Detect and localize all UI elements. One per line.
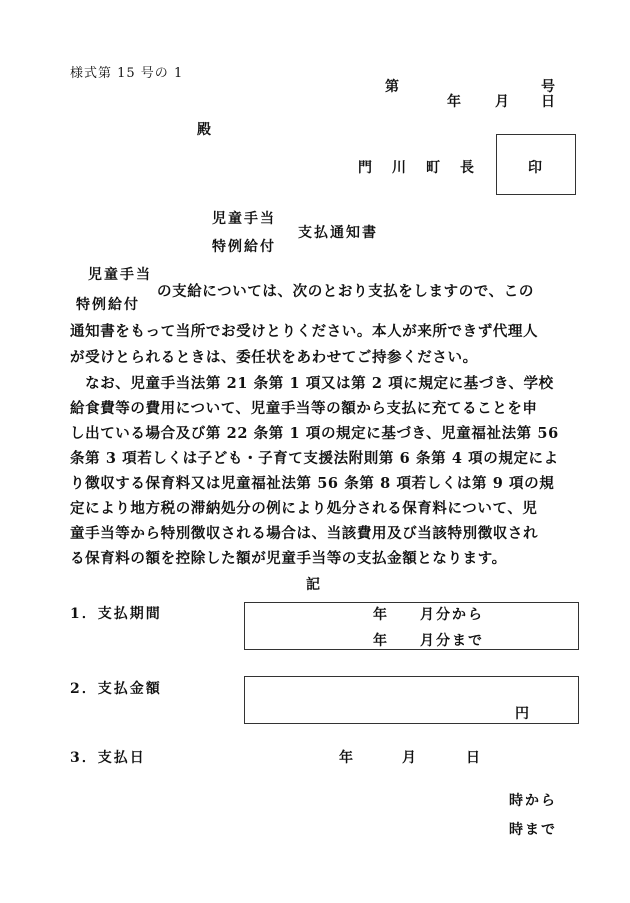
note-line: る保育料の額を控除した額が児童手当等の支払金額となります。 xyxy=(70,550,507,567)
payment-date-month: 月 xyxy=(402,750,418,766)
yen-unit: 円 xyxy=(515,706,531,722)
period-to-year: 年 xyxy=(373,633,389,649)
time-from-label: 時から xyxy=(509,793,557,809)
payment-date-day: 日 xyxy=(466,750,482,766)
payment-date-year: 年 xyxy=(339,750,355,766)
addressee-honorific: 殿 xyxy=(197,122,213,138)
intro-line-2: 通知書をもって当所でお受けとりください。本人が来所できず代理人 xyxy=(70,323,539,340)
note-line: 童手当等から特別徴収される場合は、当該費用及び当該特別徴収され xyxy=(70,525,539,542)
seal-box xyxy=(496,134,576,195)
payment-amount-box xyxy=(244,676,579,724)
payment-period-label: 1．支払期間 xyxy=(70,606,162,622)
issuer-title: 門 川 町 長 xyxy=(358,160,477,176)
date-month-label: 月 xyxy=(495,94,511,110)
date-year-label: 年 xyxy=(447,94,463,110)
number-suffix: 号 xyxy=(541,79,557,95)
note-line: り徴収する保育料又は児童福祉法第 56 条第 8 項若しくは第 9 項の規 xyxy=(70,475,555,492)
intro-line-1: の支給については、次のとおり支払をしますので、この xyxy=(157,283,534,300)
intro-option-special-benefit: 特例給付 xyxy=(76,297,140,313)
document-title: 支払通知書 xyxy=(298,225,378,241)
note-line: なお、児童手当法第 21 条第 1 項又は第 2 項に規定に基づき、学校 xyxy=(70,375,554,392)
ki-heading: 記 xyxy=(306,577,322,593)
period-to-label: 月分まで xyxy=(420,633,484,649)
period-from-label: 月分から xyxy=(420,607,484,623)
payment-date-label: 3．支払日 xyxy=(70,750,146,766)
intro-line-3: が受けとられるときは、委任状をあわせてご持参ください。 xyxy=(70,349,478,366)
title-option-special-benefit: 特例給付 xyxy=(212,239,276,255)
note-line: 給食費等の費用について、児童手当等の額から支払に充てることを申 xyxy=(70,400,538,417)
title-option-child-allowance: 児童手当 xyxy=(212,211,276,227)
number-prefix: 第 xyxy=(385,79,401,95)
note-line: 定により地方税の滞納処分の例により処分される保育料について、児 xyxy=(70,500,538,517)
form-number: 様式第 15 号の 1 xyxy=(70,66,184,81)
payment-period-box xyxy=(244,602,579,650)
note-line: 条第 3 項若しくは子ども・子育て支援法附則第 6 条第 4 項の規定によ xyxy=(70,450,559,467)
period-from-year: 年 xyxy=(373,607,389,623)
date-day-label: 日 xyxy=(541,94,557,110)
seal-label: 印 xyxy=(528,160,544,176)
intro-option-child-allowance: 児童手当 xyxy=(88,267,152,283)
note-line: し出ている場合及び第 22 条第 1 項の規定に基づき、児童福祉法第 56 xyxy=(70,425,559,442)
payment-amount-label: 2．支払金額 xyxy=(70,681,162,697)
time-to-label: 時まで xyxy=(509,822,557,838)
